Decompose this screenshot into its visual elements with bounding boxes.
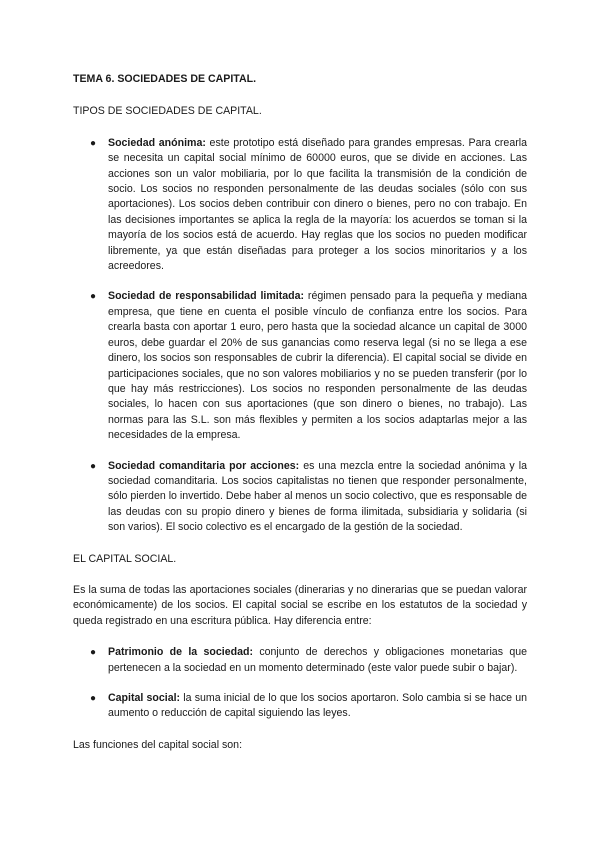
list-item-term: Patrimonio de la sociedad: bbox=[108, 646, 253, 659]
list-item-term: Sociedad comanditaria por acciones: bbox=[108, 459, 300, 472]
list-item bbox=[73, 289, 527, 443]
list-item bbox=[73, 136, 527, 275]
bullet-icon: ● bbox=[90, 291, 97, 303]
section-heading-capital-social: EL CAPITAL SOCIAL. bbox=[73, 552, 177, 565]
list-item-term: Capital social: bbox=[108, 692, 181, 704]
section-heading-tipos: TIPOS DE SOCIEDADES DE CAPITAL. bbox=[73, 105, 262, 118]
list-item-text: conjunto de derechos y obligaciones monetarias que pertenecen a la sociedad en un momento determinado (este valor puede subir o bajar). bbox=[108, 646, 528, 674]
list-item bbox=[73, 691, 527, 722]
document-content bbox=[73, 72, 527, 769]
bullet-icon: ● bbox=[90, 137, 97, 149]
list-item bbox=[73, 459, 527, 536]
list-item-term: Sociedad anónima: bbox=[108, 136, 206, 149]
capital-list bbox=[73, 645, 527, 722]
bullet-icon: ● bbox=[90, 693, 97, 704]
document-title: TEMA 6. SOCIEDADES DE CAPITAL. bbox=[73, 73, 257, 85]
list-item bbox=[73, 645, 527, 676]
tipos-list bbox=[73, 136, 527, 536]
list-item-text: es una mezcla entre la sociedad anónima y la sociedad comanditaria. Los socios capitalistas no tienen que responder personalmente, sólo pierden lo invertido. Debe haber al menos un socio colectivo, que es responsable de las deudas con su propio dinero y bienes de forma ilimitada, subsidiaria y solidaria (si son varios). El socio colectivo es el encargado de la gestión de la sociedad. bbox=[108, 459, 527, 534]
closing-line: Las funciones del capital social son: bbox=[73, 738, 243, 751]
list-item-term: Sociedad de responsabilidad limitada: bbox=[108, 290, 305, 303]
list-item-text: este prototipo está diseñado para grandes empresas. Para crearla se necesita un capital social mínimo de 60000 euros, que se divide en acciones. Las acciones son un valor mobiliaria, por lo que facilita la transmisión de la condición de socio. Los socios no responden personalmente de las deudas sociales (sólo con sus aportaciones). Los socios deben contribuir con dinero o bienes, pero no con trabajo. En las decisiones importantes se aplica la regla de la mayoría: los acuerdos se toman si la mayoría de los socios está de acuerdo. Hay reglas que los socios no pueden modificar libremente, ya que están diseñadas para proteger a los socios minoritarios y a los acreedores. bbox=[108, 136, 527, 273]
bullet-icon: ● bbox=[90, 460, 97, 472]
capital-social-intro: Es la suma de todas las aportaciones sociales (dinerarias y no dinerarias que se puedan valorar económicamente) de los socios. El capital social se escribe en los estatutos de la sociedad y queda registrado en una escritura pública. Hay diferencia entre: bbox=[73, 583, 527, 627]
list-item-text: régimen pensado para la pequeña y mediana empresa, que tiene en cuenta el posible vínculo de confianza entre los socios. Para crearla basta con aportar 1 euro, pero hasta que la sociedad alcance un capital de 3000 euros, debe guardar el 20% de sus ganancias como reserva legal (si no se llega a ese dinero, los socios son responsables de cubrir la diferencia). El capital social se divide en participaciones sociales, que no son valores mobiliarios y no se pueden transferir (por lo que hay más restricciones). Los socios no responden personalmente de las deudas sociales, lo hacen con sus aportaciones (que son dinero o bienes, no trabajo). Las normas para las S.L. son más flexibles y permiten a los socios adaptarlas mejor a las necesidades de la empresa. bbox=[108, 290, 527, 442]
bullet-icon: ● bbox=[90, 647, 97, 659]
list-item-text: la suma inicial de lo que los socios aportaron. Solo cambia si se hace un aumento o reducción de capital siguiendo las leyes. bbox=[108, 692, 528, 720]
